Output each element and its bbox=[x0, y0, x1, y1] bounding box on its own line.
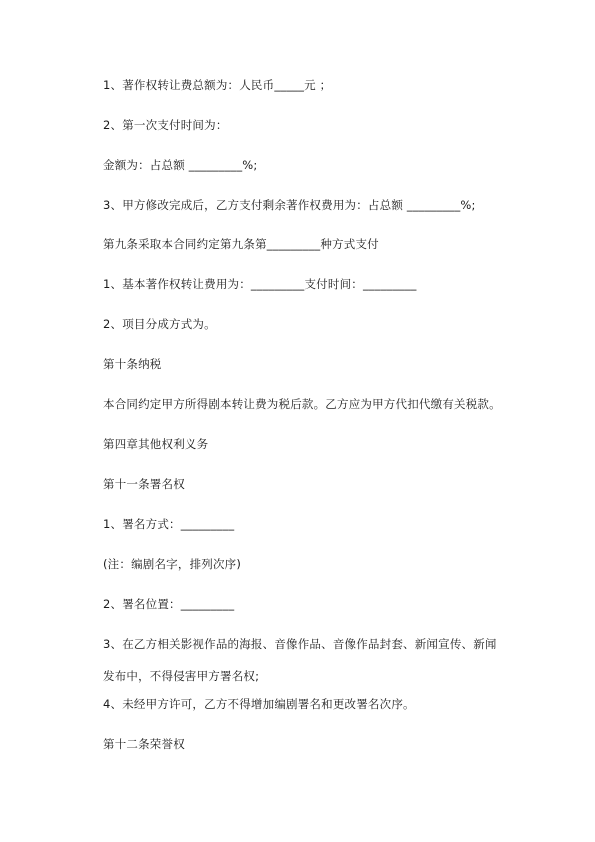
revenue-share-line: 2、项目分成方式为。 bbox=[103, 317, 216, 331]
signature-note: (注：编剧名字，排列次序) bbox=[103, 557, 242, 571]
signature-position: 2、署名位置：_________ bbox=[103, 597, 235, 611]
signature-protection-clause: 3、在乙方相关影视作品的海报、音像作品、音像作品封套、新闻宣传、新闻发布中，不得侵害甲方署名权; bbox=[103, 637, 497, 683]
base-fee-line: 1、基本著作权转让费用为：_________支付时间：_________ bbox=[103, 277, 417, 291]
first-payment-time: 2、第一次支付时间为： bbox=[103, 118, 228, 132]
tax-clause: 本合同约定甲方所得剧本转让费为税后款。乙方应为甲方代扣代缴有关税款。 bbox=[103, 397, 501, 411]
article-12-heading: 第十二条荣誉权 bbox=[103, 737, 185, 751]
chapter-4-heading: 第四章其他权利义务 bbox=[103, 437, 209, 451]
article-9-heading: 第九条采取本合同约定第九条第_________种方式支付 bbox=[103, 237, 379, 251]
signature-method: 1、署名方式：_________ bbox=[103, 517, 235, 531]
remaining-payment: 3、甲方修改完成后，乙方支付剩余著作权费用为：占总额 _________%; bbox=[103, 198, 476, 212]
transfer-fee-total: 1、著作权转让费总额为：人民币_____元 ； bbox=[103, 78, 332, 92]
first-payment-amount: 金额为：占总额 _________%; bbox=[103, 158, 258, 172]
signature-order-clause: 4、未经甲方许可，乙方不得增加编剧署名和更改署名次序。 bbox=[103, 697, 415, 711]
article-10-heading: 第十条纳税 bbox=[103, 357, 162, 371]
article-11-heading: 第十一条署名权 bbox=[103, 477, 185, 491]
